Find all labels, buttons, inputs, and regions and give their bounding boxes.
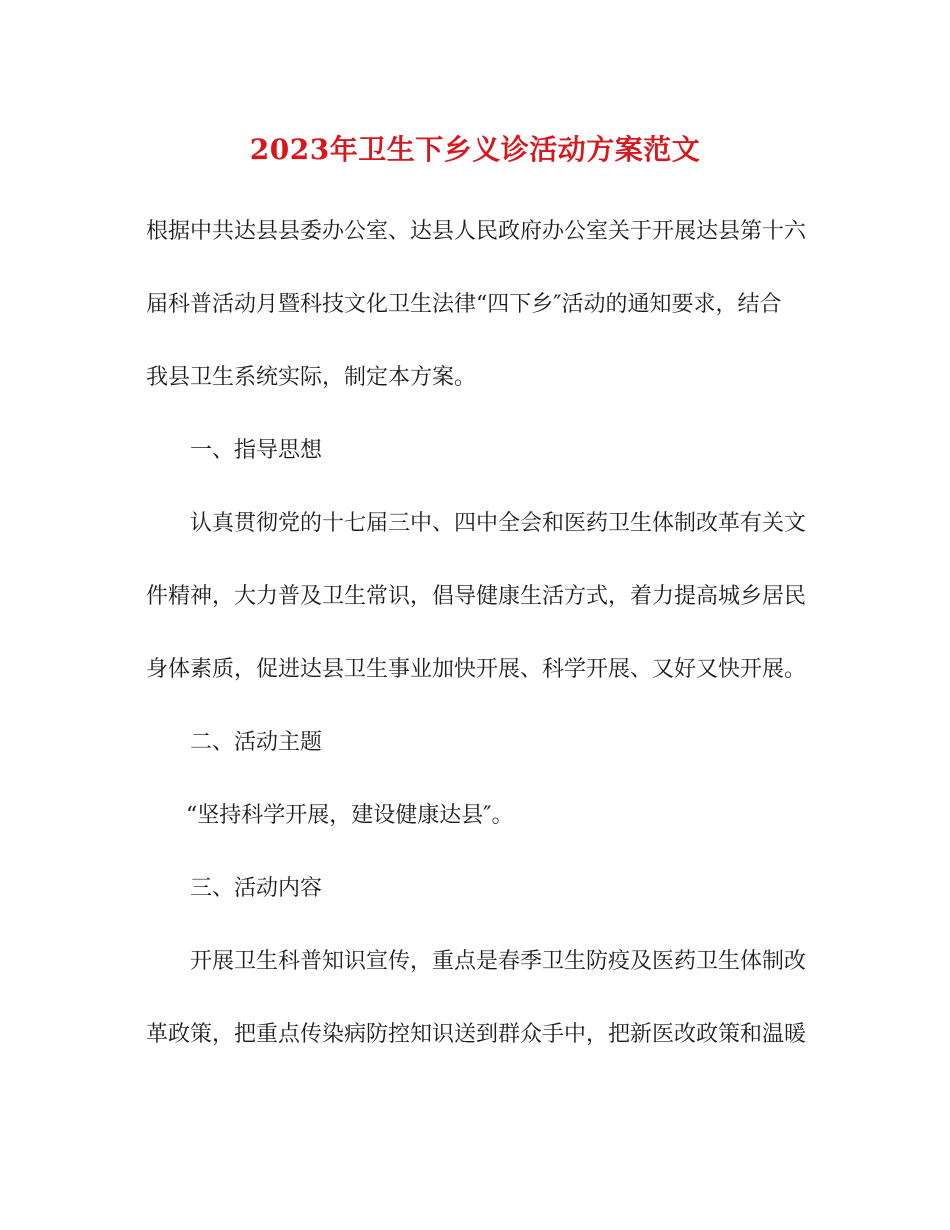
paragraph-line: 我县卫生系统实际，制定本方案。 [146,365,477,390]
activity-theme-text: “坚持科学开展，建设健康达县″。 [186,803,514,828]
paragraph-line: 根据中共达县县委办公室、达县人民政府办公室关于开展达县第十六 [146,219,807,244]
section-heading-activity-theme: 二、活动主题 [190,730,323,755]
paragraph-line: 身体素质，促进达县卫生事业加快开展、科学开展、又好又快开展。 [146,657,807,682]
paragraph-line: 开展卫生科普知识宣传，重点是春季卫生防疫及医药卫生体制改 [190,949,807,974]
section-heading-guiding-ideology: 一、指导思想 [190,438,323,463]
paragraph-line: 革政策，把重点传染病防控知识送到群众手中，把新医改政策和温暖 [146,1022,807,1047]
paragraph-line: 认真贯彻党的十七届三中、四中全会和医药卫生体制改革有关文 [190,511,807,536]
section-heading-activity-content: 三、活动内容 [190,876,323,901]
paragraph-line: 届科普活动月暨科技文化卫生法律“四下乡″活动的通知要求，结合 [146,292,782,317]
paragraph-line: 件精神，大力普及卫生常识，倡导健康生活方式，着力提高城乡居民 [146,584,807,609]
document-title: 2023年卫生下乡义诊活动方案范文 [249,133,701,166]
